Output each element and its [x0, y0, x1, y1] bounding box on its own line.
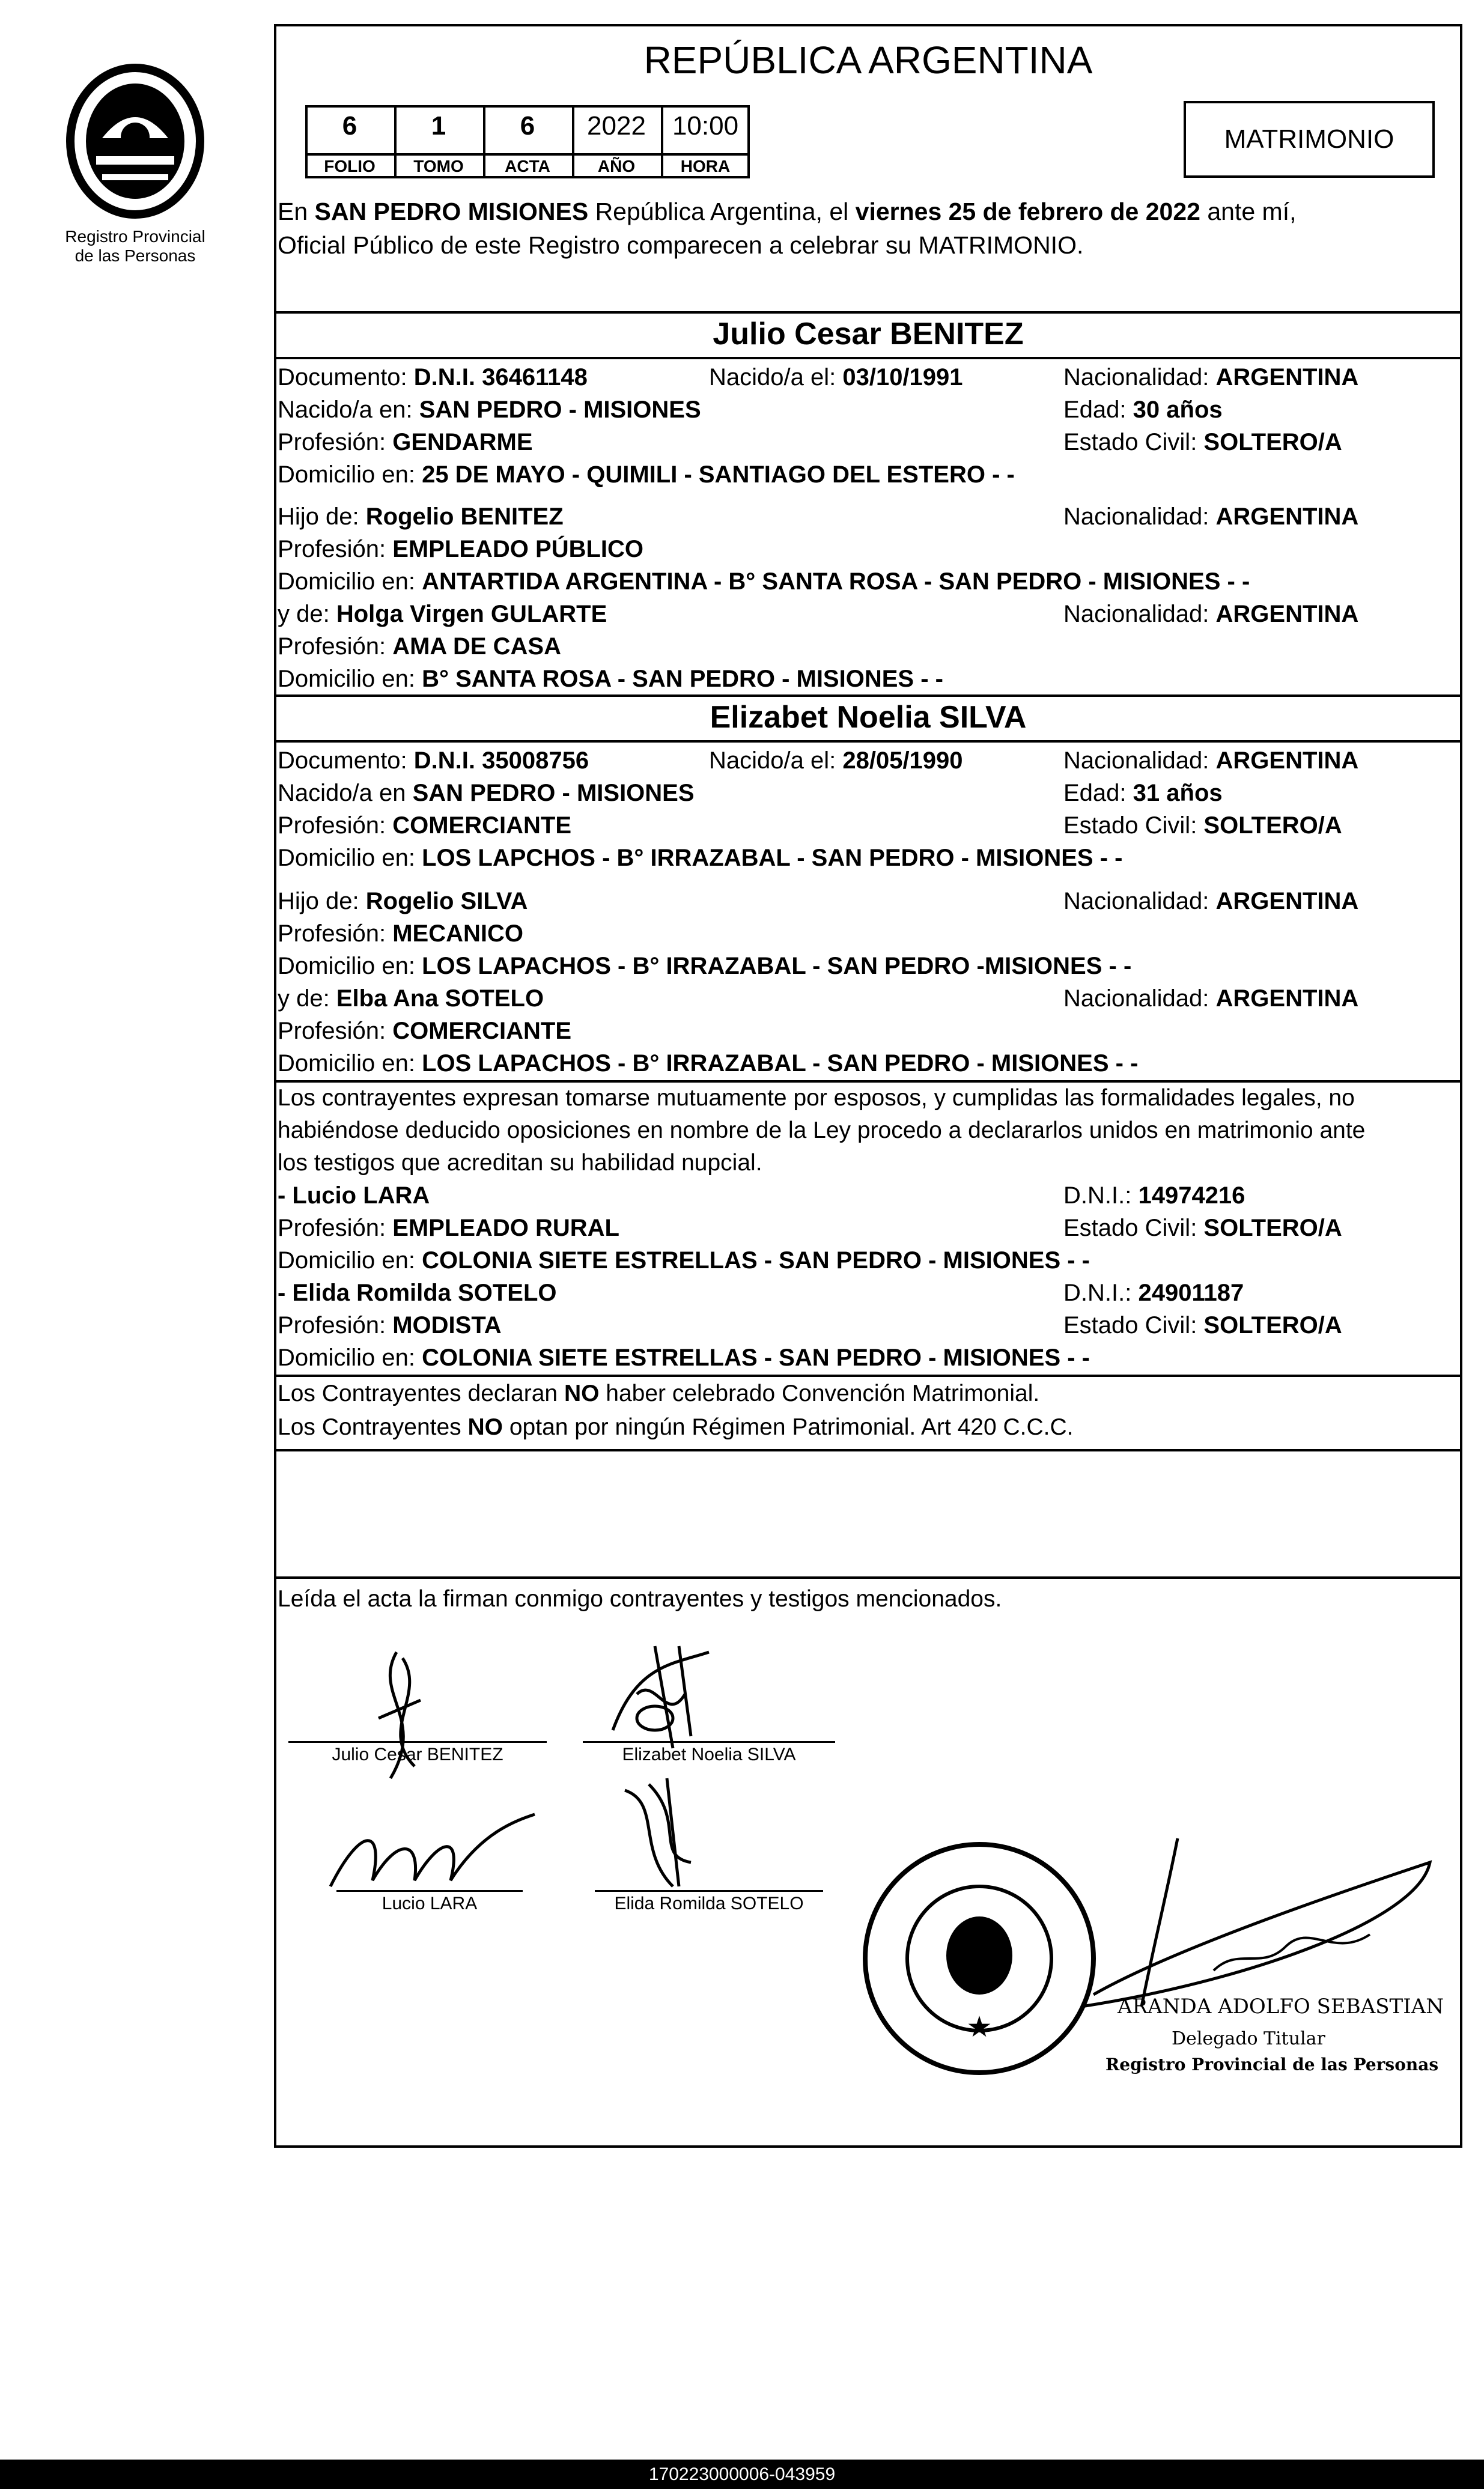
- document-code: 170223000006-043959: [648, 2464, 836, 2484]
- page-title: REPÚBLICA ARGENTINA: [643, 38, 1093, 82]
- record-grid: [305, 105, 750, 178]
- bride-name: Elizabet Noelia SILVA: [710, 700, 1027, 735]
- witness-2-dni: D.N.I.: 24901187: [1063, 1280, 1244, 1306]
- registry-name-line1: Registro Provincial: [65, 227, 205, 246]
- svg-text:★: ★: [966, 2011, 993, 2043]
- registry-name: [24, 227, 246, 266]
- bride-father-profession: Profesión: MECANICO: [278, 920, 523, 947]
- coat-of-arms-icon: [60, 60, 210, 222]
- convention-statement: Los Contrayentes declaran NO haber celebrado Convención Matrimonial.: [278, 1381, 1040, 1406]
- intro-line-1: En SAN PEDRO MISIONES República Argentina, el viernes 25 de febrero de 2022 ante mí,: [278, 198, 1297, 225]
- groom-mother: y de: Holga Virgen GULARTE: [278, 601, 607, 627]
- bride-birthdate: Nacido/a el: 28/05/1990: [709, 747, 963, 774]
- groom-birthdate: Nacido/a el: 03/10/1991: [709, 364, 963, 391]
- tomo-value: 1: [431, 111, 446, 141]
- folio-label: FOLIO: [324, 157, 376, 175]
- groom-mother-nationality: Nacionalidad: ARGENTINA: [1063, 601, 1359, 627]
- record-type-label: MATRIMONIO: [1224, 124, 1394, 154]
- witness-1-signature: [324, 1814, 541, 1892]
- bride-address: Domicilio en: LOS LAPCHOS - B° IRRAZABAL - SAN PEDRO - MISIONES - -: [278, 845, 1123, 871]
- witness-2-signature-caption: Elida Romilda SOTELO: [614, 1894, 804, 1913]
- bride-signature: [601, 1640, 733, 1754]
- bride-nationality: Nacionalidad: ARGENTINA: [1063, 747, 1359, 774]
- officer-title: Delegado Titular: [1172, 2028, 1325, 2049]
- bride-father-address: Domicilio en: LOS LAPACHOS - B° IRRAZABAL - SAN PEDRO -MISIONES - -: [278, 953, 1132, 979]
- groom-mother-address: Domicilio en: B° SANTA ROSA - SAN PEDRO - MISIONES - -: [278, 666, 943, 692]
- groom-profession: Profesión: GENDARME: [278, 429, 533, 455]
- witness-2-address: Domicilio en: COLONIA SIETE ESTRELLAS - SAN PEDRO - MISIONES - -: [278, 1345, 1090, 1371]
- bride-father: Hijo de: Rogelio SILVA: [278, 888, 528, 914]
- bride-mother-address: Domicilio en: LOS LAPACHOS - B° IRRAZABAL - SAN PEDRO - MISIONES - -: [278, 1050, 1139, 1077]
- witness-2-profession: Profesión: MODISTA: [278, 1312, 502, 1339]
- acta-value: 6: [520, 111, 535, 141]
- groom-document: Documento: D.N.I. 36461148: [278, 364, 588, 391]
- signatures-intro: Leída el acta la firman conmigo contrayentes y testigos mencionados.: [278, 1586, 1002, 1612]
- witness-2-civil-status: Estado Civil: SOLTERO/A: [1063, 1312, 1342, 1339]
- record-type-box: [1184, 101, 1435, 178]
- bride-father-nationality: Nacionalidad: ARGENTINA: [1063, 888, 1359, 914]
- bride-birthplace: Nacido/a en SAN PEDRO - MISIONES: [278, 780, 695, 806]
- witness-1-signature-caption: Lucio LARA: [382, 1894, 478, 1913]
- groom-birthplace: Nacido/a en: SAN PEDRO - MISIONES: [278, 397, 701, 423]
- bride-document: Documento: D.N.I. 35008756: [278, 747, 589, 774]
- intro-line-2: Oficial Público de este Registro comparecen a celebrar su MATRIMONIO.: [278, 231, 1084, 259]
- officer-organization: Registro Provincial de las Personas: [1105, 2055, 1439, 2074]
- groom-name: Julio Cesar BENITEZ: [713, 317, 1024, 351]
- registry-name-line2: de las Personas: [75, 246, 196, 265]
- witness-2-signature: [613, 1766, 715, 1892]
- groom-address: Domicilio en: 25 DE MAYO - QUIMILI - SANTIAGO DEL ESTERO - -: [278, 461, 1015, 488]
- bride-mother: y de: Elba Ana SOTELO: [278, 985, 544, 1012]
- bride-age: Edad: 31 años: [1063, 780, 1223, 806]
- year-value: 2022: [587, 111, 646, 141]
- declaration-line-1: Los contrayentes expresan tomarse mutuamente por esposos, y cumplidas las formalidades legales, no: [278, 1085, 1355, 1111]
- registry-logo: [60, 60, 210, 222]
- witness-1-profession: Profesión: EMPLEADO RURAL: [278, 1215, 619, 1241]
- declaration-line-3: los testigos que acreditan su habilidad nupcial.: [278, 1150, 762, 1176]
- regime-statement: Los Contrayentes NO optan por ningún Régimen Patrimonial. Art 420 C.C.C.: [278, 1414, 1074, 1440]
- year-label: AÑO: [597, 157, 636, 175]
- witness-1-civil-status: Estado Civil: SOLTERO/A: [1063, 1215, 1342, 1241]
- hour-label: HORA: [680, 157, 731, 175]
- groom-father-nationality: Nacionalidad: ARGENTINA: [1063, 503, 1359, 530]
- witness-2-name: - Elida Romilda SOTELO: [278, 1280, 557, 1306]
- officer-signature: [1057, 1826, 1442, 2019]
- groom-civil-status: Estado Civil: SOLTERO/A: [1063, 429, 1342, 455]
- hour-value: 10:00: [672, 111, 739, 141]
- folio-value: 6: [342, 111, 357, 141]
- groom-age: Edad: 30 años: [1063, 397, 1223, 423]
- tomo-label: TOMO: [413, 157, 464, 175]
- groom-nationality: Nacionalidad: ARGENTINA: [1063, 364, 1359, 391]
- groom-father: Hijo de: Rogelio BENITEZ: [278, 503, 564, 530]
- groom-mother-profession: Profesión: AMA DE CASA: [278, 633, 561, 660]
- witness-1-name: - Lucio LARA: [278, 1182, 430, 1209]
- witness-1-dni: D.N.I.: 14974216: [1063, 1182, 1245, 1209]
- groom-father-address: Domicilio en: ANTARTIDA ARGENTINA - B° SANTA ROSA - SAN PEDRO - MISIONES - -: [278, 568, 1250, 595]
- bride-mother-profession: Profesión: COMERCIANTE: [278, 1018, 571, 1044]
- footer-bar: [0, 2460, 1484, 2489]
- bride-profession: Profesión: COMERCIANTE: [278, 812, 571, 839]
- bride-signature-caption: Elizabet Noelia SILVA: [622, 1745, 796, 1764]
- bride-civil-status: Estado Civil: SOLTERO/A: [1063, 812, 1342, 839]
- bride-mother-nationality: Nacionalidad: ARGENTINA: [1063, 985, 1359, 1012]
- declaration-line-2: habiéndose deducido oposiciones en nombre de la Ley procedo a declararlos unidos en matrimonio ante: [278, 1117, 1366, 1143]
- groom-signature-caption: Julio Cesar BENITEZ: [332, 1745, 503, 1764]
- witness-1-address: Domicilio en: COLONIA SIETE ESTRELLAS - SAN PEDRO - MISIONES - -: [278, 1247, 1090, 1274]
- officer-name: ARANDA ADOLFO SEBASTIAN: [1118, 1995, 1444, 2019]
- groom-father-profession: Profesión: EMPLEADO PÚBLICO: [278, 536, 644, 562]
- acta-label: ACTA: [505, 157, 550, 175]
